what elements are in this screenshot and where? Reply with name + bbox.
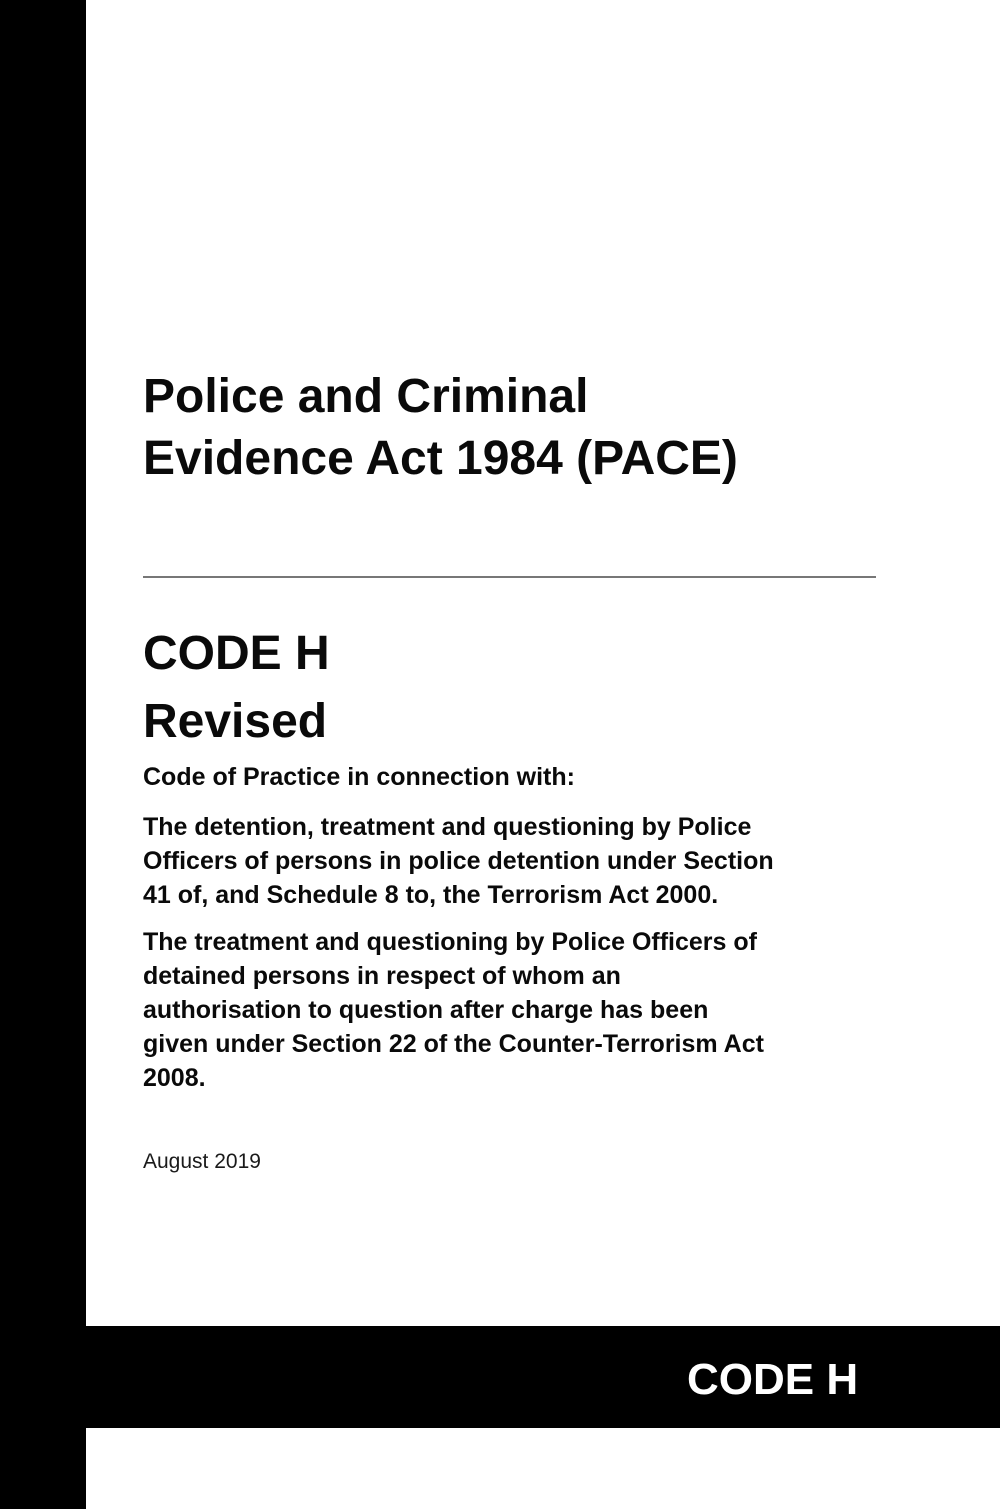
paragraph-detention [143,810,903,912]
paragraph-line: authorisation to question after charge has been [143,996,709,1024]
paragraph-line: given under Section 22 of the Counter-Terrorism Act [143,1030,764,1058]
publication-date: August 2019 [143,1150,261,1173]
bottom-band [0,1326,1000,1428]
title-divider [143,576,876,578]
code-heading: CODE H [143,627,330,680]
paragraph-questioning [143,925,903,1095]
title-line-1: Police and Criminal [143,370,589,423]
paragraph-line: 41 of, and Schedule 8 to, the Terrorism Act 2000. [143,881,719,909]
left-spine-bar [0,0,86,1509]
paragraph-line: The detention, treatment and questioning by Police [143,813,752,841]
title-line-2: Evidence Act 1984 (PACE) [143,432,738,485]
intro-text: Code of Practice in connection with: [143,763,575,791]
paragraph-line: Officers of persons in police detention under Section [143,847,774,875]
revision-heading: Revised [143,695,328,748]
band-code-label: CODE H [687,1355,859,1404]
paragraph-line: 2008. [143,1064,206,1092]
paragraph-line: The treatment and questioning by Police Officers of [143,928,757,956]
document-title [143,366,943,490]
paragraph-line: detained persons in respect of whom an [143,962,621,990]
